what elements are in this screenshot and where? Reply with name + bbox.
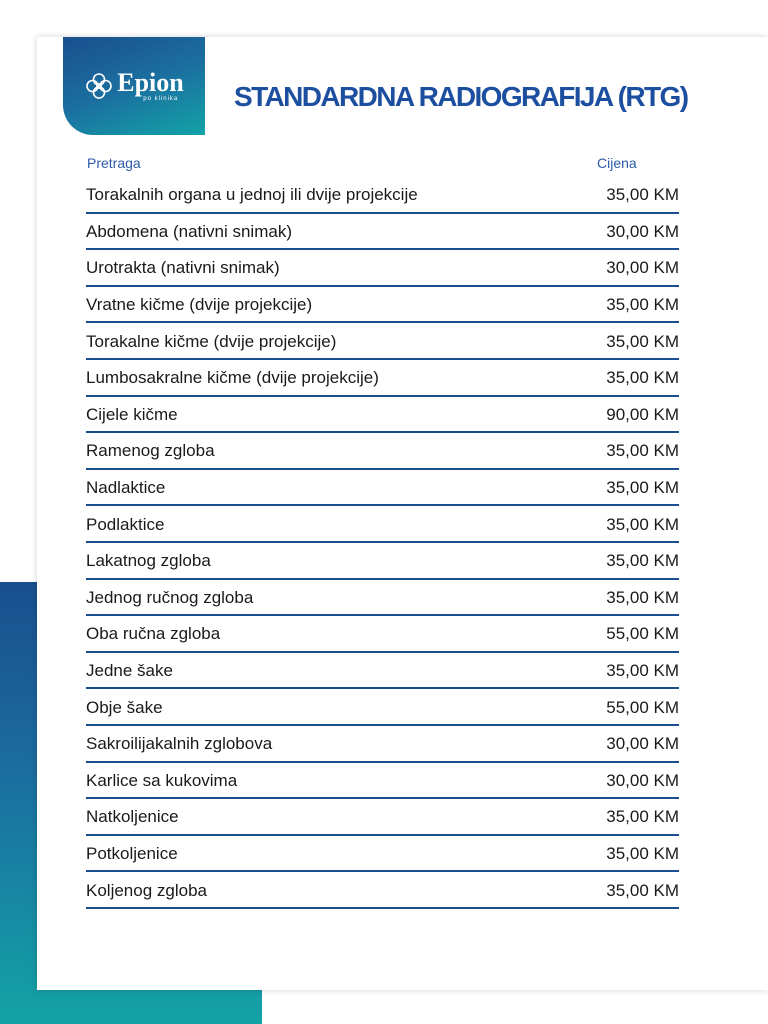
brand-name: Epion bbox=[117, 68, 184, 97]
service-price: 35,00 KM bbox=[606, 331, 679, 351]
table-row bbox=[86, 836, 679, 873]
table-row bbox=[86, 506, 679, 543]
service-price: 35,00 KM bbox=[606, 843, 679, 863]
service-price: 30,00 KM bbox=[606, 734, 679, 754]
service-price: 35,00 KM bbox=[606, 514, 679, 534]
service-name: Karlice sa kukovima bbox=[86, 770, 238, 790]
service-name: Torakalnih organa u jednoj ili dvije projekcije bbox=[86, 185, 418, 205]
service-name: Cijele kičme bbox=[86, 404, 178, 424]
table-row bbox=[86, 653, 679, 690]
service-price: 30,00 KM bbox=[606, 221, 679, 241]
service-name: Urotrakta (nativni snimak) bbox=[86, 258, 280, 278]
table-row bbox=[86, 872, 679, 909]
service-name: Jednog ručnog zgloba bbox=[86, 587, 254, 607]
service-name: Vratne kičme (dvije projekcije) bbox=[86, 295, 313, 315]
price-table bbox=[86, 177, 679, 909]
service-price: 35,00 KM bbox=[606, 880, 679, 900]
service-price: 35,00 KM bbox=[606, 185, 679, 205]
service-name: Torakalne kičme (dvije projekcije) bbox=[86, 331, 337, 351]
service-name: Lakatnog zgloba bbox=[86, 551, 211, 571]
service-name: Natkoljenice bbox=[86, 807, 179, 827]
service-price: 35,00 KM bbox=[606, 368, 679, 388]
service-price: 35,00 KM bbox=[606, 807, 679, 827]
table-row bbox=[86, 287, 679, 324]
service-price: 35,00 KM bbox=[606, 587, 679, 607]
service-price: 35,00 KM bbox=[606, 478, 679, 498]
table-row bbox=[86, 726, 679, 763]
price-list-card bbox=[37, 37, 768, 990]
service-name: Nadlaktice bbox=[86, 478, 166, 498]
table-row bbox=[86, 360, 679, 397]
table-row bbox=[86, 250, 679, 287]
service-column-header: Pretraga bbox=[87, 155, 141, 171]
service-name: Sakroilijakalnih zglobova bbox=[86, 734, 273, 754]
service-name: Koljenog zgloba bbox=[86, 880, 207, 900]
service-price: 35,00 KM bbox=[606, 295, 679, 315]
service-price: 35,00 KM bbox=[606, 551, 679, 571]
table-row bbox=[86, 543, 679, 580]
service-price: 55,00 KM bbox=[606, 697, 679, 717]
service-name: Jedne šake bbox=[86, 661, 173, 681]
service-name: Ramenog zgloba bbox=[86, 441, 215, 461]
table-row bbox=[86, 689, 679, 726]
table-row bbox=[86, 799, 679, 836]
table-row bbox=[86, 763, 679, 800]
service-price: 55,00 KM bbox=[606, 624, 679, 644]
brand-subtitle: po klinika bbox=[143, 96, 179, 102]
table-row bbox=[86, 470, 679, 507]
table-row bbox=[86, 616, 679, 653]
service-name: Obje šake bbox=[86, 697, 163, 717]
service-price: 35,00 KM bbox=[606, 661, 679, 681]
service-name: Oba ručna zgloba bbox=[86, 624, 221, 644]
table-row bbox=[86, 323, 679, 360]
service-name: Abdomena (nativni snimak) bbox=[86, 221, 292, 241]
table-row bbox=[86, 214, 679, 251]
service-price: 30,00 KM bbox=[606, 770, 679, 790]
service-name: Podlaktice bbox=[86, 514, 165, 534]
table-row bbox=[86, 397, 679, 434]
table-row bbox=[86, 580, 679, 617]
service-name: Lumbosakralne kičme (dvije projekcije) bbox=[86, 368, 379, 388]
flower-icon bbox=[84, 71, 114, 101]
service-price: 35,00 KM bbox=[606, 441, 679, 461]
service-price: 90,00 KM bbox=[606, 404, 679, 424]
page-title: STANDARDNA RADIOGRAFIJA (RTG) bbox=[234, 81, 688, 112]
logo bbox=[63, 37, 205, 135]
price-column-header: Cijena bbox=[597, 155, 637, 171]
service-price: 30,00 KM bbox=[606, 258, 679, 278]
table-row bbox=[86, 177, 679, 214]
table-row bbox=[86, 433, 679, 470]
service-name: Potkoljenice bbox=[86, 843, 178, 863]
